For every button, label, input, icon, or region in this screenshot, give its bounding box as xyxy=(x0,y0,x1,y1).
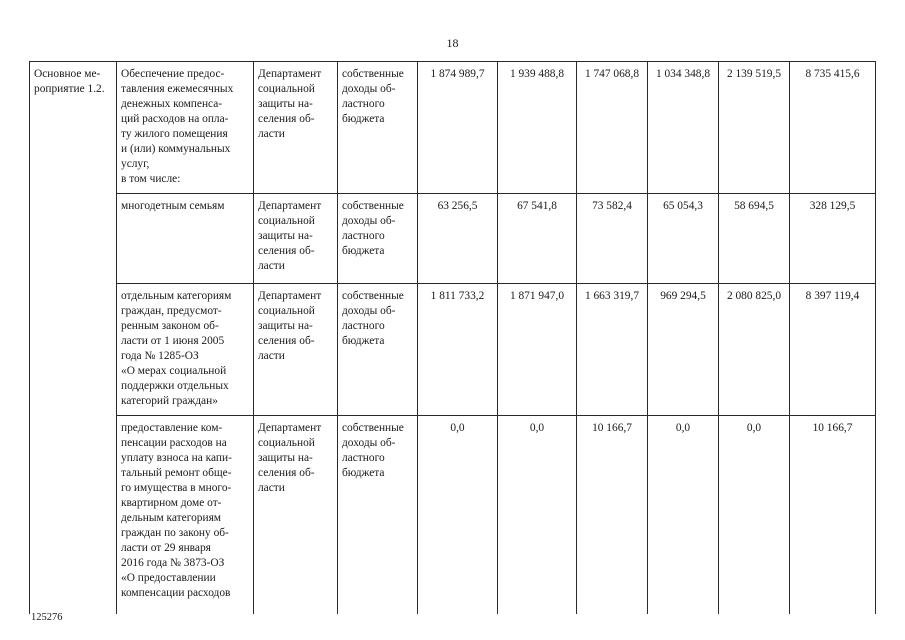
table-row xyxy=(30,62,876,194)
executor-cell: Департамент социальной защиты на- селения об- ласти xyxy=(254,62,338,194)
executor-cell: Департамент социальной защиты на- селения об- ласти xyxy=(254,416,338,615)
document-id: 125276 xyxy=(31,612,63,623)
value-cell: 58 694,5 xyxy=(719,194,790,284)
value-cell: 65 054,3 xyxy=(648,194,719,284)
value-cell: 67 541,8 xyxy=(498,194,577,284)
total-cell: 8 397 119,4 xyxy=(790,284,876,416)
total-cell: 8 735 415,6 xyxy=(790,62,876,194)
value-cell: 63 256,5 xyxy=(418,194,498,284)
value-cell: 0,0 xyxy=(418,416,498,615)
description-cell: предоставление ком- пенсации расходов на уплату взноса на капи- тальный ремонт обще- го имущества в много- квартирном доме от- дельным категориям граждан по закону об- ласти от 29 января 2016 года № 3873-ОЗ «О предоставлении компенсации расходов xyxy=(117,416,254,615)
value-cell: 1 871 947,0 xyxy=(498,284,577,416)
value-cell: 969 294,5 xyxy=(648,284,719,416)
executor-cell: Департамент социальной защиты на- селения об- ласти xyxy=(254,284,338,416)
value-cell: 1 874 989,7 xyxy=(418,62,498,194)
value-cell: 10 166,7 xyxy=(577,416,648,615)
funding-source-cell: собственные доходы об- ластного бюджета xyxy=(338,416,418,615)
value-cell: 1 747 068,8 xyxy=(577,62,648,194)
value-cell: 1 939 488,8 xyxy=(498,62,577,194)
description-cell: многодетным семьям xyxy=(117,194,254,284)
funding-source-cell: собственные доходы об- ластного бюджета xyxy=(338,62,418,194)
executor-cell: Департамент социальной защиты на- селения об- ласти xyxy=(254,194,338,284)
main-activity-cell: Основное ме- роприятие 1.2. xyxy=(30,62,117,615)
table-row xyxy=(30,284,876,416)
value-cell: 1 811 733,2 xyxy=(418,284,498,416)
value-cell: 1 663 319,7 xyxy=(577,284,648,416)
value-cell: 0,0 xyxy=(719,416,790,615)
funding-source-cell: собственные доходы об- ластного бюджета xyxy=(338,284,418,416)
value-cell: 2 080 825,0 xyxy=(719,284,790,416)
total-cell: 10 166,7 xyxy=(790,416,876,615)
budget-table xyxy=(29,61,876,614)
value-cell: 0,0 xyxy=(498,416,577,615)
value-cell: 73 582,4 xyxy=(577,194,648,284)
funding-source-cell: собственные доходы об- ластного бюджета xyxy=(338,194,418,284)
description-cell: отдельным категориям граждан, предусмот- ренным законом об- ласти от 1 июня 2005 года № 1285-ОЗ «О мерах социальной поддержки отдельных категорий граждан» xyxy=(117,284,254,416)
total-cell: 328 129,5 xyxy=(790,194,876,284)
value-cell: 0,0 xyxy=(648,416,719,615)
description-cell: Обеспечение предос- тавления ежемесячных денежных компенса- ций расходов на опла- ту жилого помещения и (или) коммунальных услуг, в том числе: xyxy=(117,62,254,194)
value-cell: 1 034 348,8 xyxy=(648,62,719,194)
value-cell: 2 139 519,5 xyxy=(719,62,790,194)
page-number: 18 xyxy=(446,36,459,50)
table-row xyxy=(30,194,876,284)
table-row xyxy=(30,416,876,615)
